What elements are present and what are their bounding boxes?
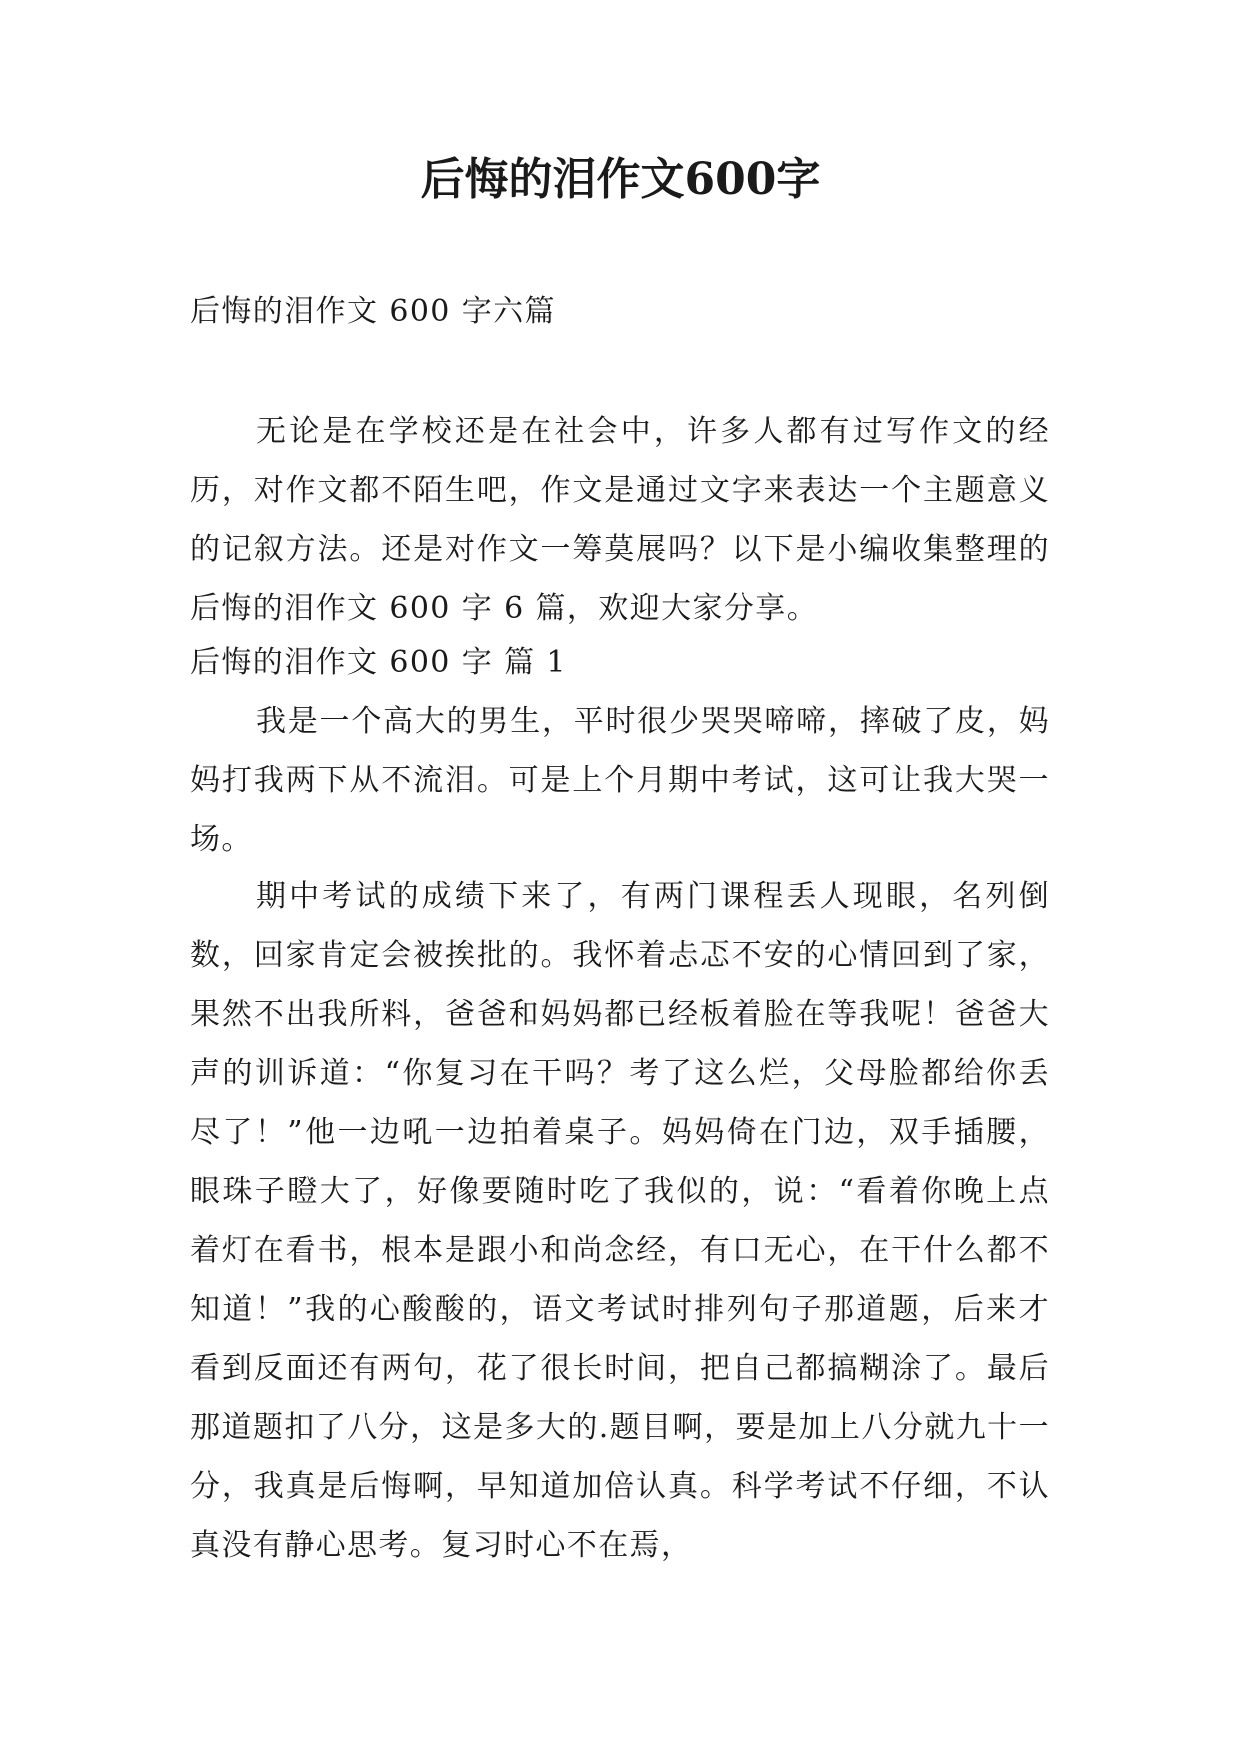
section-heading: 后悔的泪作文 600 字 篇 1 — [190, 645, 567, 680]
body-paragraph-1: 我是一个高大的男生，平时很少哭哭啼啼，摔破了皮，妈妈打我两下从不流泪。可是上个月期中考试，这可让我大哭一场。 — [190, 704, 1050, 857]
body-paragraph-2: 期中考试的成绩下来了，有两门课程丢人现眼，名列倒数，回家肯定会被挨批的。我怀着忐忑不安的心情回到了家，果然不出我所料，爸爸和妈妈都已经板着脸在等我呢！爸爸大声的训诉道：“你复习在干吗？考了这么烂，父母脸都给你丢尽了！”他一边吼一边拍着桌子。妈妈倚在门边，双手插腰，眼珠子瞪大了，好像要随时吃了我似的，说：“看着你晚上点着灯在看书，根本是跟小和尚念经，有口无心，在干什么都不知道！”我的心酸酸的，语文考试时排列句子那道题，后来才看到反面还有两句，花了很长时间，把自己都搞糊涂了。最后那道题扣了八分，这是多大的.题目啊，要是加上八分就九十一分，我真是后悔啊，早知道加倍认真。科学考试不仔细，不认真没有静心思考。复习时心不在焉， — [190, 879, 1050, 1563]
intro-paragraph: 无论是在学校还是在社会中，许多人都有过写作文的经历，对作文都不陌生吧，作文是通过文字来表达一个主题意义的记叙方法。还是对作文一筹莫展吗？以下是小编收集整理的后悔的泪作文 600 字 6 篇，欢迎大家分享。 — [190, 414, 1050, 626]
document-subtitle: 后悔的泪作文 600 字六篇 — [190, 294, 556, 329]
document-title: 后悔的泪作文600字 — [420, 154, 821, 205]
